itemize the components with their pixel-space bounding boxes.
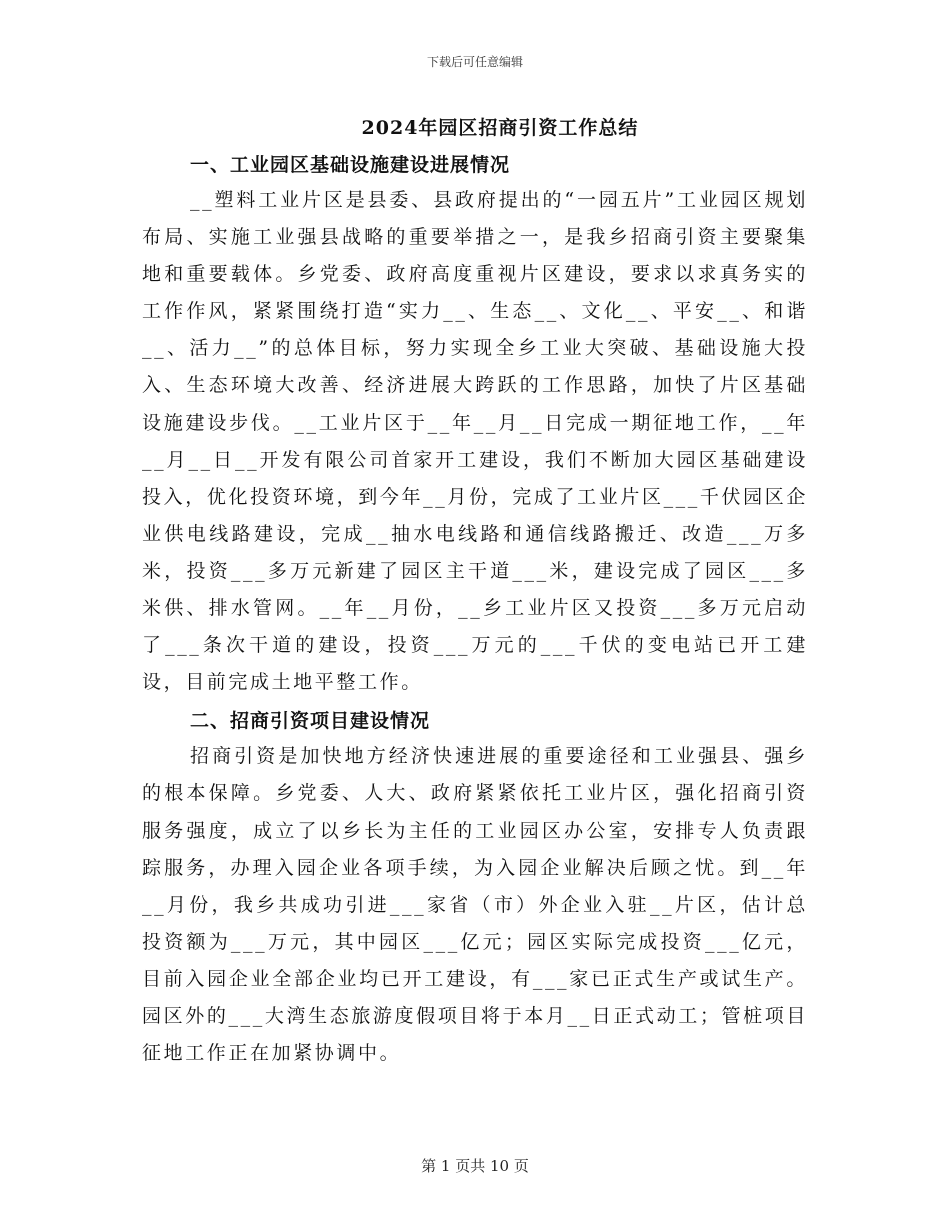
section-heading-infrastructure: 一、工业园区基础设施建设进展情况 (190, 154, 511, 176)
page-header-note: 下载后可任意编辑 (426, 55, 523, 69)
section-heading-investment: 二、招商引资项目建设情况 (190, 710, 431, 733)
document-body (142, 148, 808, 1072)
section-paragraph-infrastructure: __塑料工业片区是县委、县政府提出的“一园五片”工业园区规划布局、实施工业强县战略的重要举措之一，是我乡招商引资主要聚集地和重要载体。乡党委、政府高度重视片区建设，要求以求真务实的工作作风，紧紧围绕打造“实力__、生态__、文化__、平安__、和谐__、活力__”的总体目标，努力实现全乡工业大突破、基础设施大投入、生态环境大改善、经济进展大跨跃的工作思路，加快了片区基础设施建设步伐。__工业片区于__年__月__日完成一期征地工作，__年__月__日__开发有限公司首家开工建设，我们不断加大园区基础建设投入，优化投资环境，到今年__月份，完成了工业片区___千伏园区企业供电线路建设，完成__抽水电线路和通信线路搬迁、改造___万多米，投资___多万元新建了园区主干道___米，建设完成了园区___多米供、排水管网。__年__月份，__乡工业片区又投资___多万元启动了___条次干道的建设，投资___万元的___千伏的变电站已开工建设，目前完成土地平整工作。 (142, 189, 808, 694)
document-title: 2024年园区招商引资工作总结 (361, 117, 639, 139)
section-paragraph-investment: 招商引资是加快地方经济快速进展的重要途径和工业强县、强乡的根本保障。乡党委、人大、政府紧紧依托工业片区，强化招商引资服务强度，成立了以乡长为主任的工业园区办公室，安排专人负责跟踪服务，办理入园企业各项手续，为入园企业解决后顾之忧。到__年__月份，我乡共成功引进___家省（市）外企业入驻__片区，估计总投资额为___万元，其中园区___亿元；园区实际完成投资___亿元，目前入园企业全部企业均已开工建设，有___家已正式生产或试生产。园区外的___大湾生态旅游度假项目将于本月__日正式动工；管桩项目征地工作正在加紧协调中。 (142, 745, 808, 1065)
page-number: 第 1 页共 10 页 (421, 1157, 529, 1175)
